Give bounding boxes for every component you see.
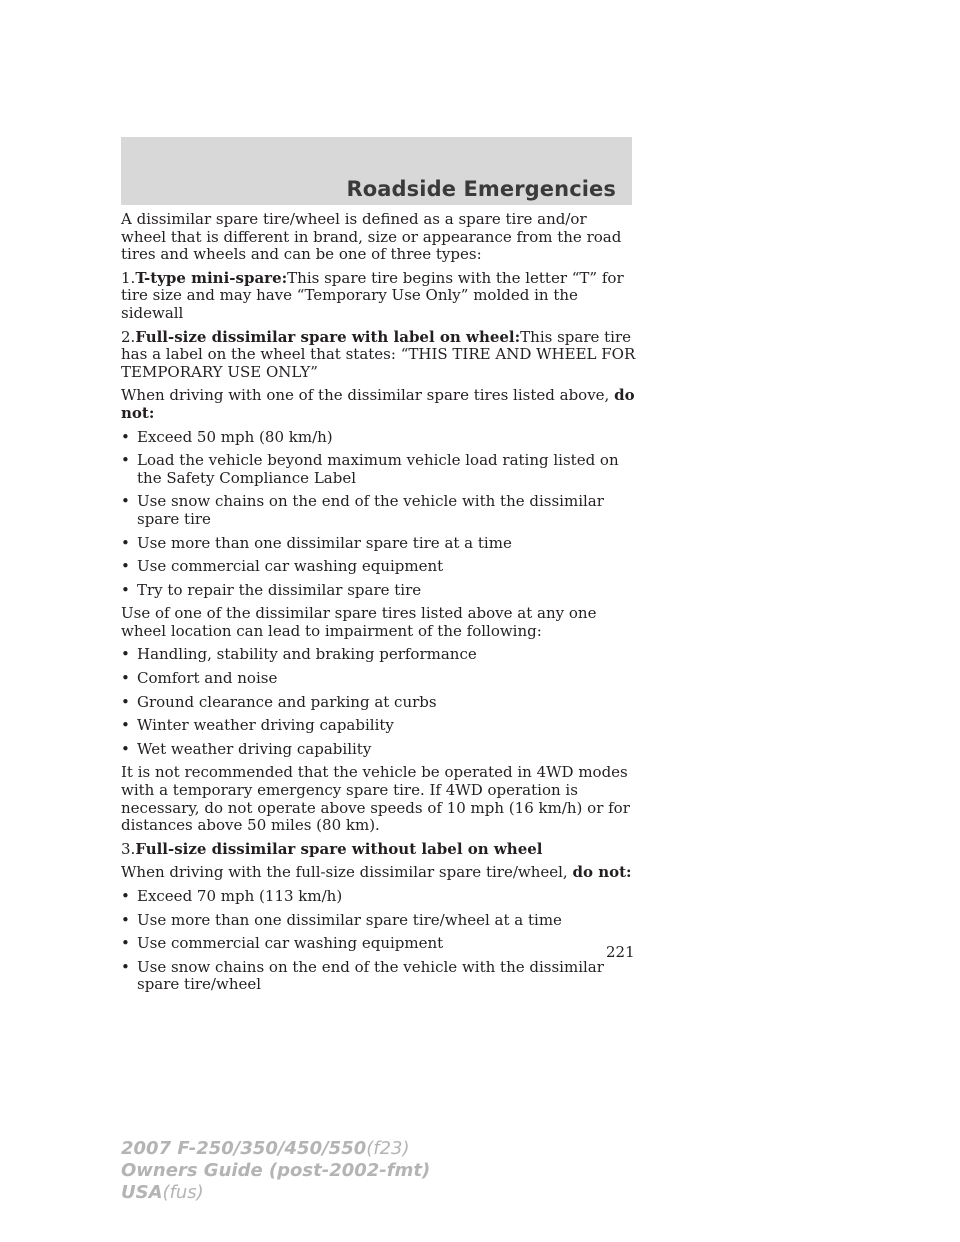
list-item: • Use more than one dissimilar spare tire/wheel at a time [121,910,562,929]
driving-warning-1-emphasis: do not: [121,386,635,422]
driving-warning-1 [121,387,636,422]
list-item: • Winter weather driving capability [121,716,394,735]
bullet-icon: • [121,669,130,688]
bullet-icon: • [121,645,130,664]
type-1-text: This spare tire begins with the letter “T” for tire size and may have “Temporary Use Only” molded in the sidewall [121,268,624,322]
bullet-icon: • [121,934,130,953]
driving-warning-2-emphasis: do not: [572,863,632,882]
type-1-number: 1. [121,268,136,287]
list-item: • Exceed 70 mph (113 km/h) [121,887,343,905]
restriction-list-2 [121,888,636,994]
bullet-icon: • [121,533,130,552]
footer-model-line: 2007 F-250/350/450/550(f23) [121,1138,410,1159]
list-item: • Try to repair the dissimilar spare tire [121,580,422,599]
type-3-number: 3. [121,839,136,858]
bullet-icon: • [121,957,130,976]
impairment-list [121,646,636,758]
bullet-icon: • [121,716,130,735]
4wd-paragraph: It is not recommended that the vehicle be operated in 4WD modes with a temporary emergency spare tire. If 4WD operation is necessary, do not operate above speeds of 10 mph (16 km/h) or for distances above 50 miles (80 km). [121,763,630,835]
type-2-text: This spare tire has a label on the wheel that states: “THIS TIRE AND WHEEL FOR TEMPORARY USE ONLY” [121,327,636,381]
list-item: • Use snow chains on the end of the vehicle with the dissimilar spare tire/wheel [121,957,604,994]
list-item: • Use commercial car washing equipment [121,934,444,953]
bullet-icon: • [121,910,130,929]
list-item: • Use commercial car washing equipment [121,557,444,576]
type-2-paragraph [121,329,636,382]
list-item: • Load the vehicle beyond maximum vehicle load rating listed on the Safety Compliance Label [121,451,619,487]
header-band [121,137,632,205]
footer-market-line: USA(fus) [121,1182,204,1203]
type-2-number: 2. [121,327,136,346]
list-item: • Use more than one dissimilar spare tire at a time [121,533,512,552]
bullet-icon: • [121,451,130,470]
section-title: Roadside Emergencies [346,177,616,201]
page-content [121,211,636,1000]
list-item: • Ground clearance and parking at curbs [121,692,437,711]
list-item: • Exceed 50 mph (80 km/h) [121,427,333,446]
restriction-list-1 [121,429,636,600]
intro-paragraph: A dissimilar spare tire/wheel is defined as a spare tire and/or wheel that is different in brand, size or appearance from the road tires and wheels and can be one of three types: [121,210,622,264]
page-number: 221 [606,943,635,961]
bullet-icon: • [121,427,130,446]
type-1-label: T-type mini-spare: [135,268,288,287]
footer-guide-line: Owners Guide (post-2002-fmt) [121,1160,431,1181]
document-footer [121,1138,430,1204]
list-item: • Comfort and noise [121,669,278,688]
driving-warning-2-text: When driving with the full-size dissimilar spare tire/wheel, [121,863,568,882]
bullet-icon: • [121,580,130,599]
list-item: • Wet weather driving capability [121,739,372,758]
bullet-icon: • [121,739,130,758]
type-3-paragraph [121,841,636,859]
driving-warning-2 [121,864,636,882]
bullet-icon: • [121,692,130,711]
list-item: • Use snow chains on the end of the vehicle with the dissimilar spare tire [121,492,604,528]
list-item: • Handling, stability and braking performance [121,645,477,664]
type-3-label: Full-size dissimilar spare without label on wheel [135,839,543,858]
bullet-icon: • [121,492,130,511]
type-1-paragraph [121,270,636,323]
bullet-icon: • [121,887,130,905]
type-2-label: Full-size dissimilar spare with label on wheel: [135,327,521,346]
impairment-paragraph: Use of one of the dissimilar spare tires listed above at any one wheel location can lead to impairment of the following: [121,604,597,640]
driving-warning-1-text: When driving with one of the dissimilar spare tires listed above, [121,386,610,405]
bullet-icon: • [121,557,130,576]
